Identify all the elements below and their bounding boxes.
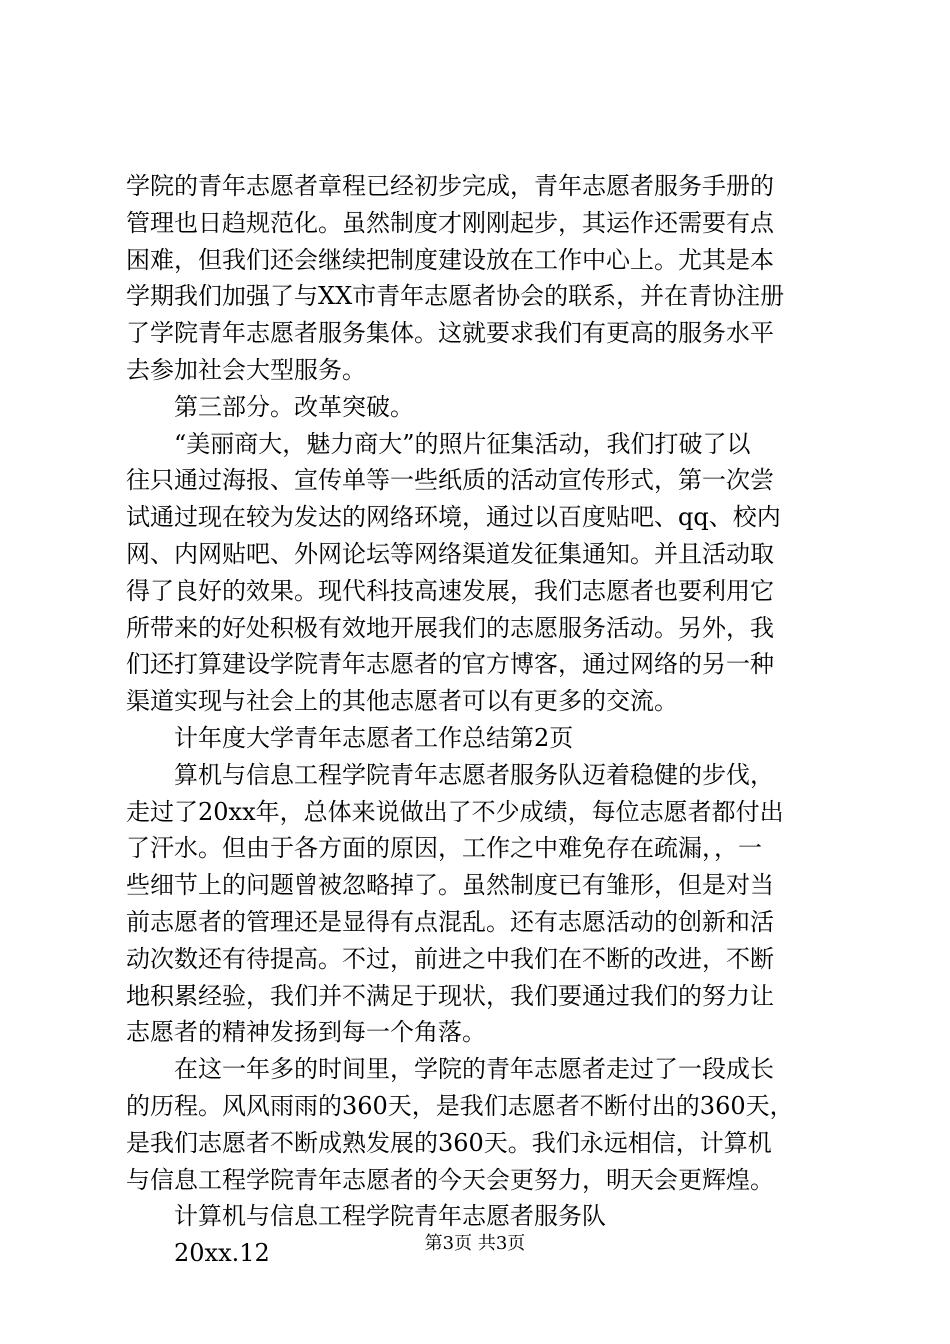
text-line: 困难，但我们还会继续把制度建设放在工作中心上。尤其是本 [126, 245, 774, 274]
text-line: 是我们志愿者不断成熟发展的360天。我们永远相信，计算机 [126, 1128, 772, 1157]
text-line: 得了良好的效果。现代科技高速发展，我们志愿者也要利用它 [126, 576, 774, 605]
text-line: 前志愿者的管理还是显得有点混乱。还有志愿活动的创新和活 [126, 907, 774, 936]
text-line: 学期我们加强了与XX市青年志愿者协会的联系，并在青协注册 [126, 282, 785, 311]
signature-org: 计算机与信息工程学院青年志愿者服务队 [126, 1202, 606, 1231]
text-line: 管理也日趋规范化。虽然制度才刚刚起步，其运作还需要有点 [126, 208, 774, 237]
text-line: 所带来的好处积极有效地开展我们的志愿服务活动。另外，我 [126, 613, 774, 642]
text-line: 与信息工程学院青年志愿者的今天会更努力，明天会更辉煌。 [126, 1165, 774, 1194]
text-line: 在这一年多的时间里，学院的青年志愿者走过了一段成长 [126, 1055, 774, 1084]
text-line: 了学院青年志愿者服务集体。这就要求我们有更高的服务水平 [126, 319, 774, 348]
text-line: 动次数还有待提高。不过，前进之中我们在不断的改进，不断 [126, 944, 774, 973]
section-heading: 第三部分。改革突破。 [126, 392, 414, 421]
text-line: 些细节上的问题曾被忽略掉了。虽然制度已有雏形，但是对当 [126, 871, 774, 900]
text-line: 了汗水。但由于各方面的原因，工作之中难免存在疏漏，，一 [126, 834, 762, 863]
text-line: “美丽商大，魅力商大”的照片征集活动，我们打破了以 [126, 429, 751, 458]
text-line: 志愿者的精神发扬到每一个角落。 [126, 1018, 486, 1047]
text-line: 计年度大学青年志愿者工作总结第2页 [126, 723, 574, 752]
text-line: 地积累经验，我们并不满足于现状，我们要通过我们的努力让 [126, 981, 774, 1010]
page-footer: 第3页 共3页 [424, 1233, 526, 1254]
text-line: 网、内网贴吧、外网论坛等网络渠道发征集通知。并且活动取 [126, 539, 774, 568]
text-line: 们还打算建设学院青年志愿者的官方博客，通过网络的另一种 [126, 650, 774, 679]
text-line: 往只通过海报、宣传单等一些纸质的活动宣传形式，第一次尝 [126, 466, 774, 495]
signature-date: 20xx.12 [126, 1239, 270, 1268]
text-line: 走过了20xx年，总体来说做出了不少成绩，每位志愿者都付出 [126, 797, 784, 826]
text-line: 试通过现在较为发达的网络环境，通过以百度贴吧、qq、校内 [126, 503, 781, 532]
text-line: 渠道实现与社会上的其他志愿者可以有更多的交流。 [126, 687, 678, 716]
text-line: 算机与信息工程学院青年志愿者服务队迈着稳健的步伐， [126, 760, 774, 789]
document-body [126, 168, 826, 1272]
text-line: 的历程。风风雨雨的360天，是我们志愿者不断付出的360天， [126, 1091, 794, 1120]
text-line: 学院的青年志愿者章程已经初步完成，青年志愿者服务手册的 [126, 172, 774, 200]
text-line: 去参加社会大型服务。 [126, 355, 366, 384]
